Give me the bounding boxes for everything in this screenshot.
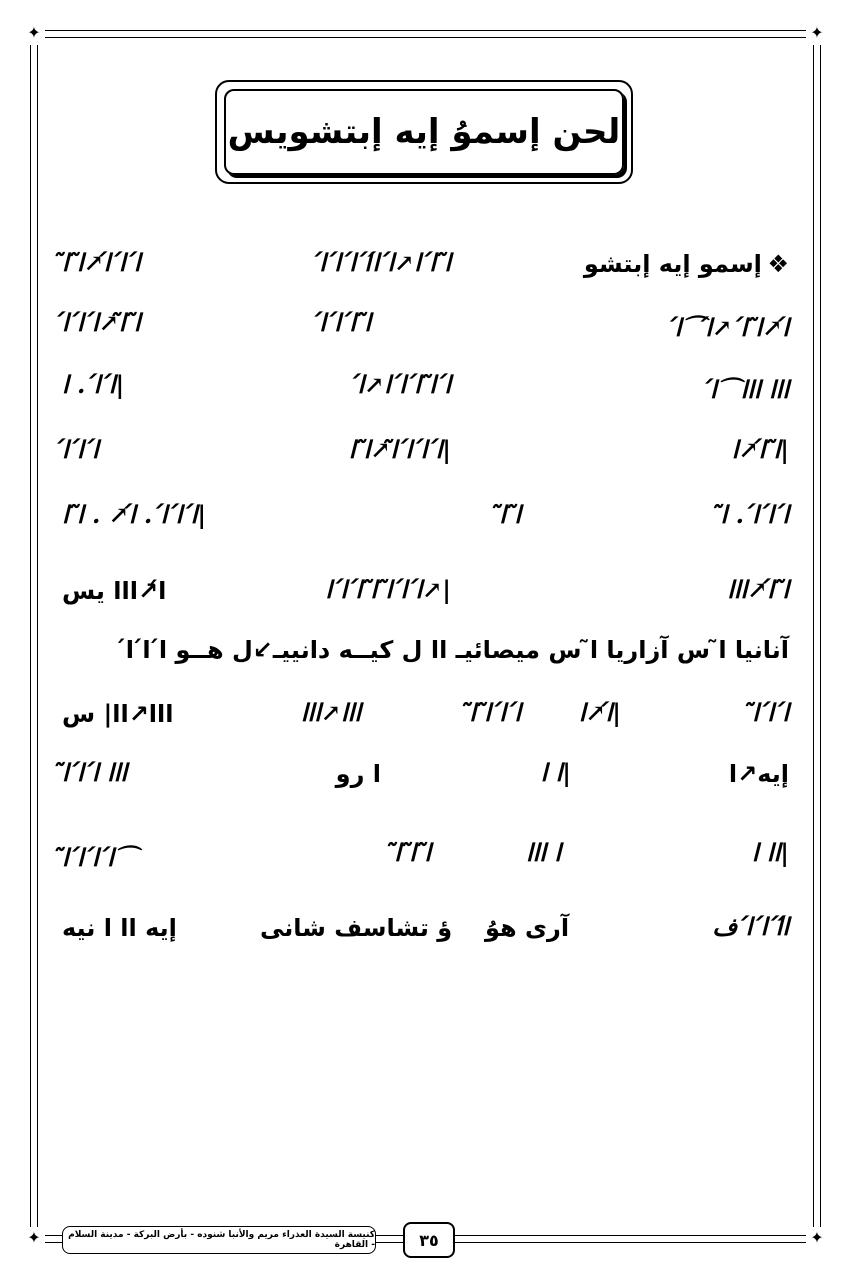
melody-mark: ا̃ ا̃ [499, 500, 521, 529]
melody-mark: ا́↗ا| [578, 698, 621, 727]
title-inner-frame [224, 89, 624, 175]
melody-mark: ا́ ا́ ا́ . ا́↗ . ا̃ ا| [62, 500, 207, 529]
melody-mark: ا ااا [525, 838, 561, 867]
melody-mark: ااا↗ااا [300, 698, 361, 727]
melody-mark: ا̃ ا̃↗ا́ ا́ ا́ [62, 308, 141, 337]
melody-mark: ا́ ا́ ا̃ ا̃ [469, 698, 521, 727]
melody-mark: ا́ ا́ ا̃ ا̃ ا́ ا́ ا↗| [325, 575, 451, 604]
bullet-icon: ❖ [767, 250, 789, 278]
hymn-text-line: آنانيا ا̃ س آزاريا ا̃ س ميصائيـ اا ل كيــه دانييـ↙ل هــو ا́ ا́ ا́ [125, 636, 789, 664]
melody-mark: ا́ ا́ ا́ ا̃↗ا̃ ا| [348, 435, 451, 464]
corner-ornament-icon: ✦ [27, 23, 41, 42]
melody-mark: ا́ ا́ ا̃ [752, 698, 789, 727]
melody-mark: ا̃ ا̃ ا̃ [394, 838, 431, 867]
title-frame [215, 80, 633, 184]
church-footer: كنيسة السيدة العذراء مريم والأنبا شنوده - بأرض البركة - مدينة السلام - القاهرة [62, 1226, 376, 1254]
melody-mark: ا́ ا́ ا́ . ا̃ [720, 500, 789, 529]
melody-mark: اا ا| [751, 838, 789, 867]
frame-left-border [30, 45, 38, 1227]
melody-mark: ا́ ا́ . ا| [62, 370, 125, 399]
hymn-text: ا رو [335, 760, 381, 788]
melody-mark: ا́ا́ ا́ ا́ ف [712, 912, 789, 941]
page-number: ٣٥ [403, 1222, 455, 1258]
melody-mark: ا́ ا́ ا́↗ا̃ ا̃ [62, 248, 141, 277]
corner-ornament-icon: ✦ [27, 1228, 41, 1247]
melody-mark: ا̃ ا́↗ااا [727, 575, 789, 604]
melody-mark: ا ا| [540, 758, 571, 787]
page-title: لحن إسموُ إيه إبتشويس [227, 112, 621, 152]
hymn-text: إيه اا ا نيه [62, 914, 177, 942]
melody-mark: ا́↗ااا يس [62, 577, 167, 605]
hymn-text: إسمو إيه إبتشو [583, 250, 762, 278]
corner-ornament-icon: ✦ [810, 23, 824, 42]
melody-mark: ا́↗ا̃ ا́ ↗ا́⌒ا́ [674, 313, 789, 342]
frame-right-border [813, 45, 821, 1227]
melody-mark: ا̃ ا́↗ا| [731, 435, 789, 464]
melody-mark: ااا ا́ ا́ ا̃ [62, 758, 128, 787]
hymn-text: ؤ تشاسف شانى [260, 914, 453, 942]
melody-mark: ا́ ا́ ا́ ا̃⌒ [62, 843, 138, 872]
corner-ornament-icon: ✦ [810, 1228, 824, 1247]
melody-mark: ااا↗اا| س [62, 700, 174, 728]
frame-top-border [45, 30, 806, 38]
hymn-line-1 [584, 250, 789, 278]
melody-mark: ا́ ا́ ا́ [62, 435, 99, 464]
melody-mark: ا́ ا̃ ا́ ا́ ا↗ا́ [357, 370, 451, 399]
melody-mark: ا̃ ا́ ا́ ا́ [319, 308, 371, 337]
hymn-text: إيه↗ا [728, 760, 789, 788]
melody-mark: ا́ ا́ ا́ ا́ [319, 248, 371, 277]
melody-mark: ا̃ ا́ ا↗ا́ ا́ [372, 248, 451, 277]
melody-mark: ااا ااا⌒ا́ [709, 375, 789, 404]
hymn-text: آرى هوُ [485, 914, 570, 942]
